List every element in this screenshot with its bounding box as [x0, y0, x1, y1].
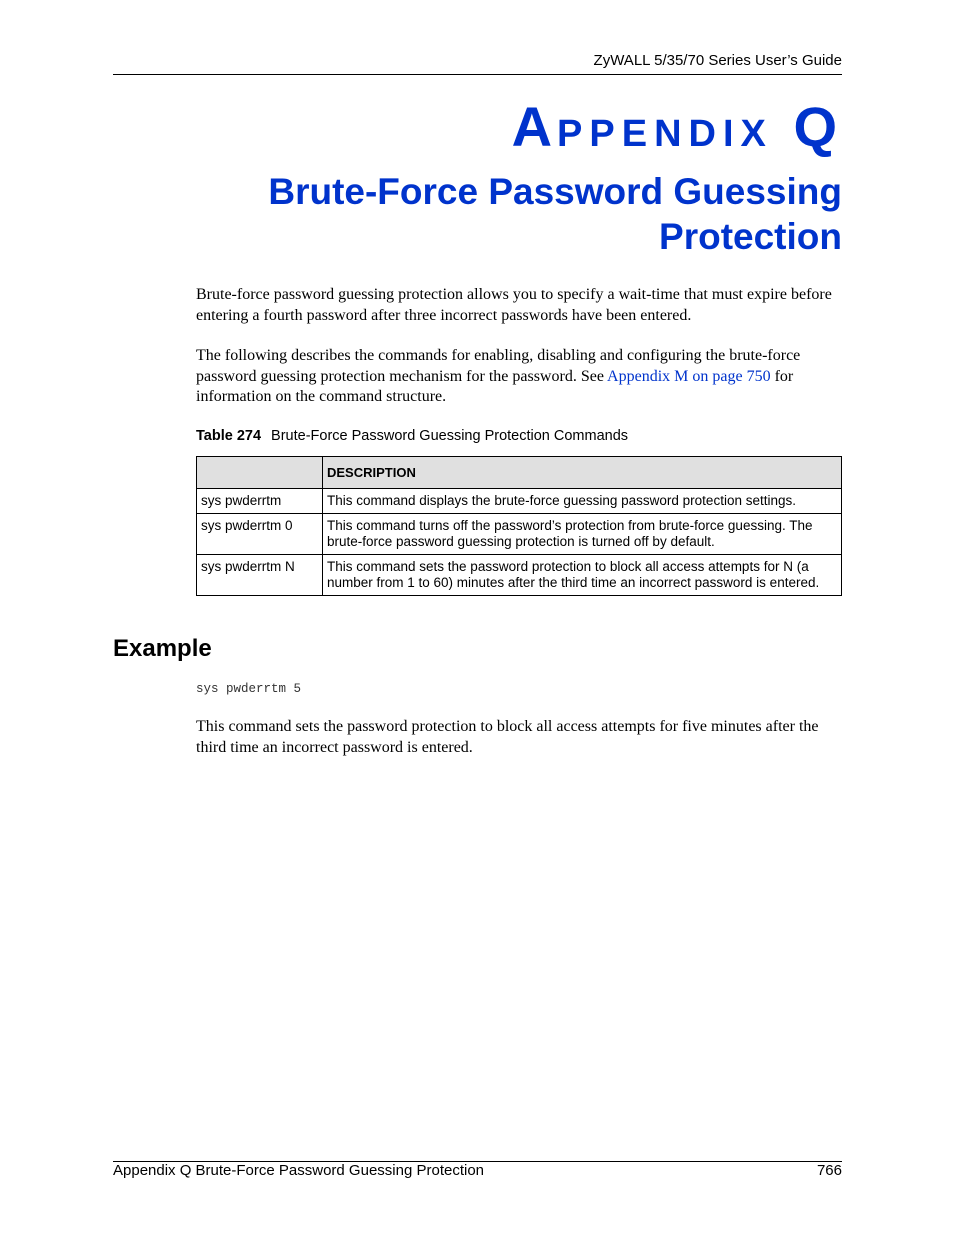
- appendix-m-link[interactable]: Appendix M on page 750: [607, 367, 771, 385]
- example-code: sys pwderrtm 5: [196, 682, 302, 696]
- example-description: This command sets the password protection to block all access attempts for five minutes after the third time an incorrect password is entered.: [196, 718, 819, 756]
- table-cell-description: This command displays the brute-force guessing password protection settings.: [323, 489, 842, 514]
- page-number: 766: [816, 1162, 842, 1179]
- table-header-row: [197, 457, 842, 489]
- table-row: [197, 514, 842, 555]
- commands-paragraph: [196, 346, 846, 408]
- table-caption-text: Brute-Force Password Guessing Protection Commands: [271, 428, 629, 444]
- table-caption: [196, 428, 628, 444]
- table-cell-description: This command turns off the password’s protection from brute-force guessing. The brute-force password guessing protection is turned off by default.: [323, 514, 842, 555]
- appendix-title: [511, 95, 842, 158]
- table-caption-label: Table 274: [196, 428, 262, 444]
- table-cell-command: sys pwderrtm 0: [197, 514, 323, 555]
- table-cell-command: sys pwderrtm N: [197, 555, 323, 596]
- appendix-title-rest: PPENDIX: [557, 113, 773, 155]
- appendix-title-initial: A: [511, 95, 558, 158]
- header-divider: [113, 74, 842, 75]
- table-header-command: [197, 457, 323, 489]
- commands-paragraph-text-start: The following describes the commands for enabling, disabling and configuring the brute-force password guessing protection mechanism for the password. See: [196, 347, 801, 385]
- table-cell-description: This command sets the password protection to block all access attempts for N (a number from 1 to 60) minutes after the third time an incorrect password is entered.: [323, 555, 842, 596]
- intro-paragraph: Brute-force password guessing protection allows you to specify a wait-time that must expire before entering a fourth password after three incorrect passwords have been entered.: [196, 286, 832, 324]
- table-row: [197, 489, 842, 514]
- table-header-description: DESCRIPTION: [323, 457, 842, 489]
- footer-chapter: Appendix Q Brute-Force Password Guessing Protection: [113, 1162, 485, 1179]
- running-header: ZyWALL 5/35/70 Series User’s Guide: [593, 52, 842, 69]
- commands-paragraph-text-end: for information on the command structure.: [196, 367, 794, 405]
- example-heading: Example: [113, 635, 212, 662]
- table-row: [197, 555, 842, 596]
- chapter-title: Brute-Force Password Guessing Protection: [268, 171, 842, 257]
- commands-table: [196, 456, 842, 596]
- appendix-letter: Q: [793, 95, 842, 158]
- table-cell-command: sys pwderrtm: [197, 489, 323, 514]
